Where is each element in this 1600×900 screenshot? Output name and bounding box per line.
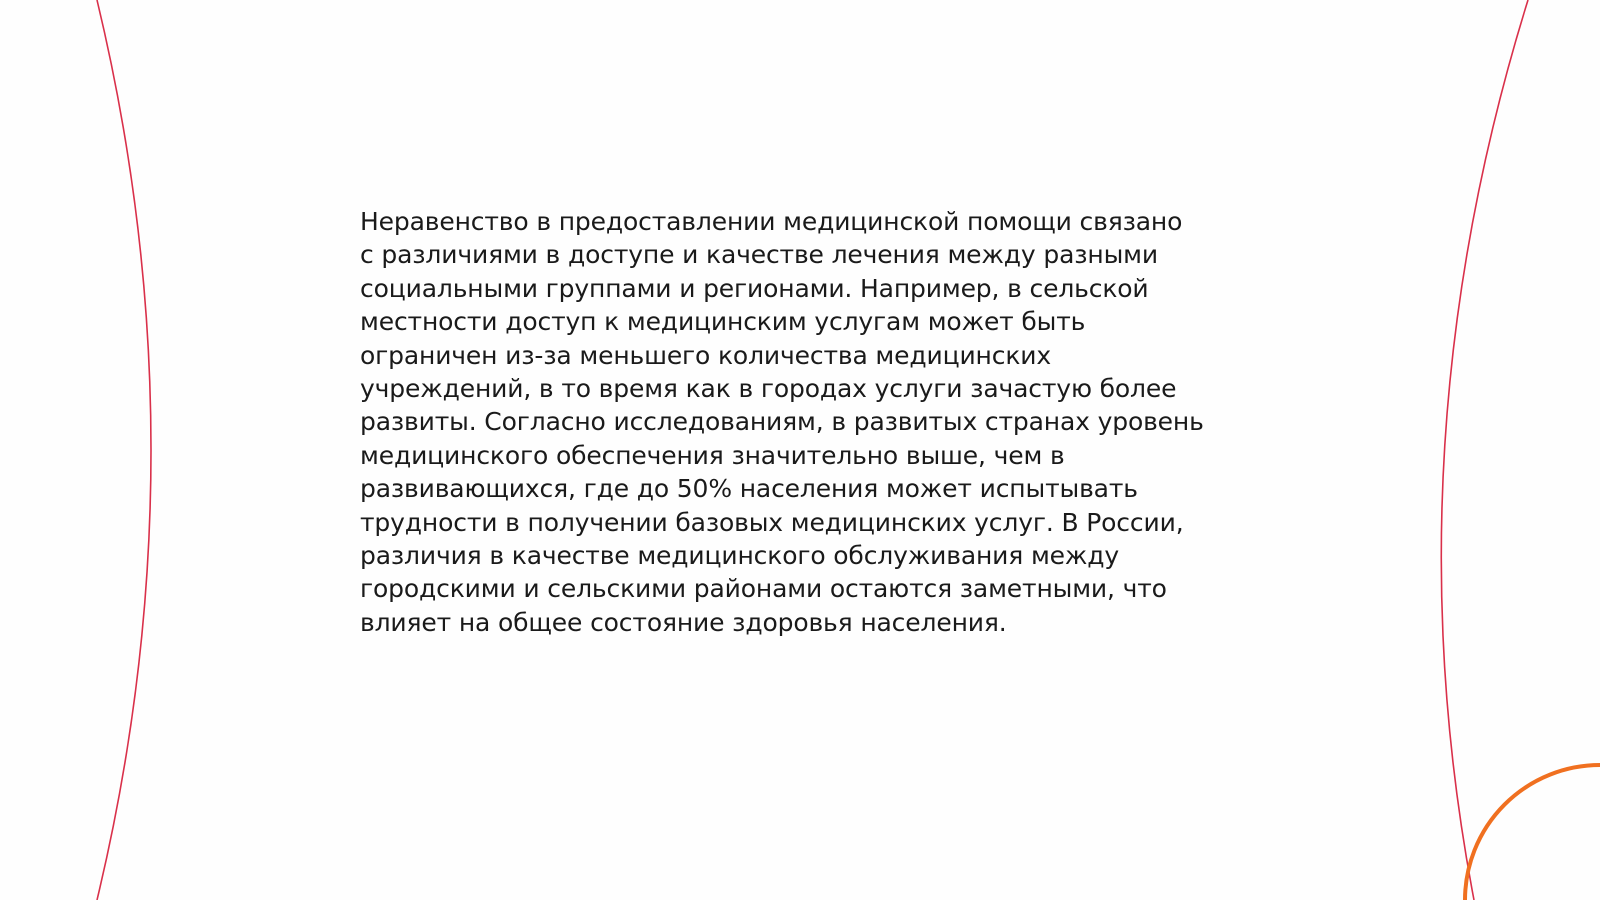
text-line: развиты. Согласно исследованиям, в развитых странах уровень [360,407,1204,437]
left-curve-line [97,0,151,900]
text-line: трудности в получении базовых медицинских услуг. В России, [360,507,1184,537]
right-curve-line [1441,0,1528,900]
text-line: социальными группами и регионами. Например, в сельской [360,273,1149,303]
orange-circle-outline [1465,765,1600,900]
text-line: ограничен из-за меньшего количества медицинских [360,340,1052,370]
body-paragraph [360,205,1260,639]
text-line: местности доступ к медицинским услугам может быть [360,307,1086,337]
text-line: городскими и сельскими районами остаются заметными, что [360,574,1167,604]
text-line: Неравенство в предоставлении медицинской помощи связано [360,207,1183,236]
text-line: влияет на общее состояние здоровья населения. [360,607,1007,637]
text-line: развивающихся, где до 50% населения может испытывать [360,474,1138,504]
text-line: медицинского обеспечения значительно выше, чем в [360,440,1065,470]
text-line: различия в качестве медицинского обслуживания между [360,541,1120,571]
text-line: с различиями в доступе и качестве лечения между разными [360,240,1158,270]
text-line: учреждений, в то время как в городах услуги зачастую более [360,374,1177,404]
